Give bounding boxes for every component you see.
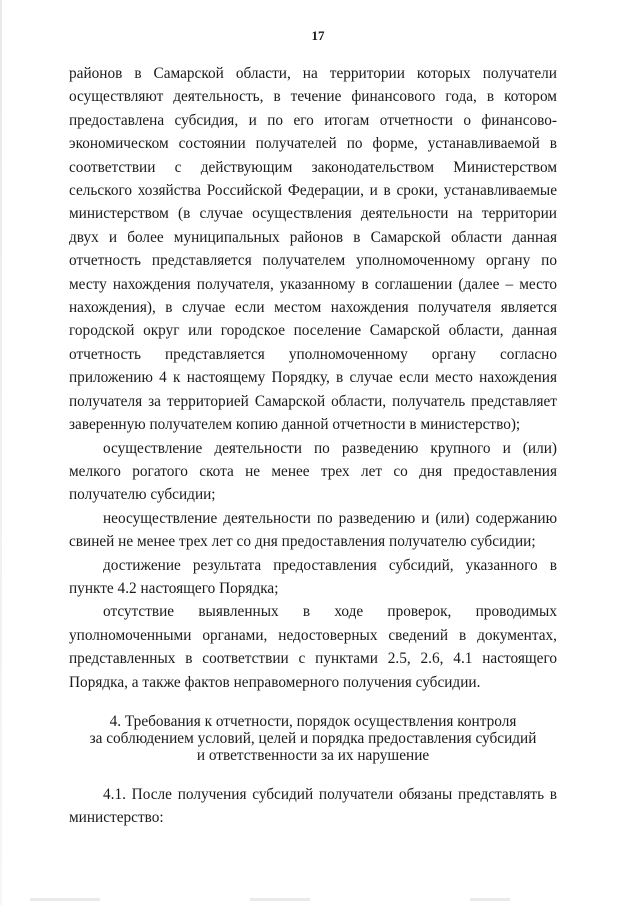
page-number: 17 bbox=[311, 28, 325, 43]
scan-edge bbox=[0, 0, 2, 905]
paragraph-continuation: районов в Самарской области, на территории которых получатели осуществляют деятельность, в течение финансового года, в котором предоставлена субсидия, и по его итогам отчетности о финансово-экономическом состоянии получателей по форме, устанавливаемой в соответствии с действующим законодательством Министерством сельского хозяйства Российской Федерации, и в сроки, устанавливаемые министерством (в случае осуществления деятельности на территории двух и более муниципальных районов в Самарской области данная отчетность представляется получателем уполномоченному органу по месту нахождения получателя, указанному в соглашении (далее – место нахождения), в случае если местом нахождения получателя является городской округ или городское поселение Самарской области, данная отчетность представляется уполномоченному органу согласно приложению 4 к настоящему Порядку, в случае если место нахождения получателя за территорией Самарской области, получатель представляет заверенную получателем копию данной отчетности в министерство); bbox=[69, 65, 557, 434]
section-heading-line: и ответственности за их нарушение bbox=[196, 746, 430, 764]
section-heading bbox=[69, 713, 557, 764]
section-heading-line: 4. Требования к отчетности, порядок осуществления контроля bbox=[109, 712, 517, 730]
paragraph-4-1: 4.1. После получения субсидий получатели обязаны представлять в министерство: bbox=[69, 785, 557, 827]
scan-noise bbox=[30, 898, 100, 901]
paragraph-condition-result: достижение результата предоставления субсидий, указанного в пункте 4.2 настоящего Порядка; bbox=[69, 556, 557, 597]
scan-noise bbox=[470, 898, 510, 901]
section-heading-line: за соблюдением условий, целей и порядка предоставления субсидий bbox=[89, 729, 537, 747]
document-body bbox=[69, 62, 557, 830]
paragraph-condition-no-violations: отсутствие выявленных в ходе проверок, проводимых уполномоченными органами, недостоверных сведений в документах, представленных в соответствии с пунктами 2.5, 2.6, 4.1 настоящего Порядка, а также фактов неправомерного получения субсидии. bbox=[69, 603, 557, 691]
scan-noise bbox=[250, 898, 310, 901]
paragraph-condition-livestock: осуществление деятельности по разведению крупного и (или) мелкого рогатого скота не менее трех лет со дня предоставления получателю субсидии; bbox=[69, 439, 557, 504]
paragraph-condition-pigs: неосуществление деятельности по разведению и (или) содержанию свиней не менее трех лет со дня предоставления получателю субсидии; bbox=[69, 509, 557, 551]
